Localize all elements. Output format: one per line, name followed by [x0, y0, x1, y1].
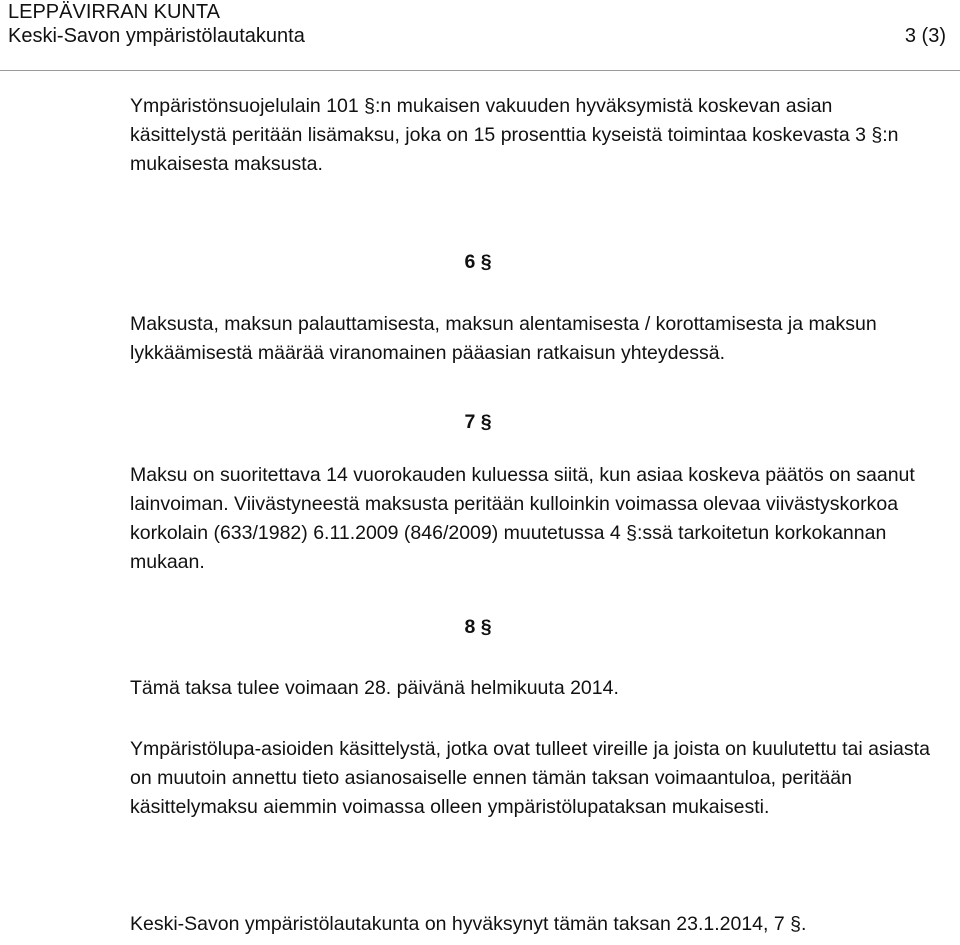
- paragraph-approval: Keski-Savon ympäristölautakunta on hyväksynyt tämän taksan 23.1.2014, 7 §.: [130, 913, 807, 935]
- committee-name: Keski-Savon ympäristölautakunta: [8, 25, 305, 47]
- organization-name: LEPPÄVIRRAN KUNTA: [8, 1, 220, 23]
- page-number: 3 (3): [904, 25, 946, 47]
- section-7-heading: 7 §: [464, 411, 492, 433]
- paragraph-fee-decision: Maksusta, maksun palauttamisesta, maksun alentamisesta / korottamisesta ja maksun lykkäämisestä määrää viranomainen pääasian ratkaisun yhteydessä.: [130, 313, 877, 364]
- section-8-heading: 8 §: [464, 616, 492, 638]
- paragraph-payment-terms: Maksu on suoritettava 14 vuorokauden kuluessa siitä, kun asiaa koskeva päätös on saanut lainvoiman. Viivästyneestä maksusta peritään kulloinkin voimassa olevaa viivästyskorkoa korkolain (633/1982) 6.11.2009 (846/2009) muutetussa 4 §:ssä tarkoitetun korkokannan mukaan.: [130, 464, 915, 573]
- paragraph-additional-fee: Ympäristönsuojelulain 101 §:n mukaisen vakuuden hyväksymistä koskevan asian käsittelystä peritään lisämaksu, joka on 15 prosenttia kyseistä toimintaa koskevasta 3 §:n mukaisesta maksusta.: [130, 95, 899, 175]
- header-committee-row: [8, 24, 952, 48]
- header-divider: [0, 70, 960, 71]
- document-header: [8, 0, 952, 48]
- section-6-heading: 6 §: [464, 251, 492, 273]
- paragraph-transition-rule: Ympäristölupa-asioiden käsittelystä, jotka ovat tulleet vireille ja joista on kuulutettu tai asiasta on muutoin annettu tieto asianosaiselle ennen tämän taksan voimaantuloa, peritään käsittelymaksu aiemmin voimassa olleen ympäristölupataksan mukaisesti.: [130, 738, 930, 818]
- paragraph-effective-date: Tämä taksa tulee voimaan 28. päivänä helmikuuta 2014.: [130, 677, 619, 699]
